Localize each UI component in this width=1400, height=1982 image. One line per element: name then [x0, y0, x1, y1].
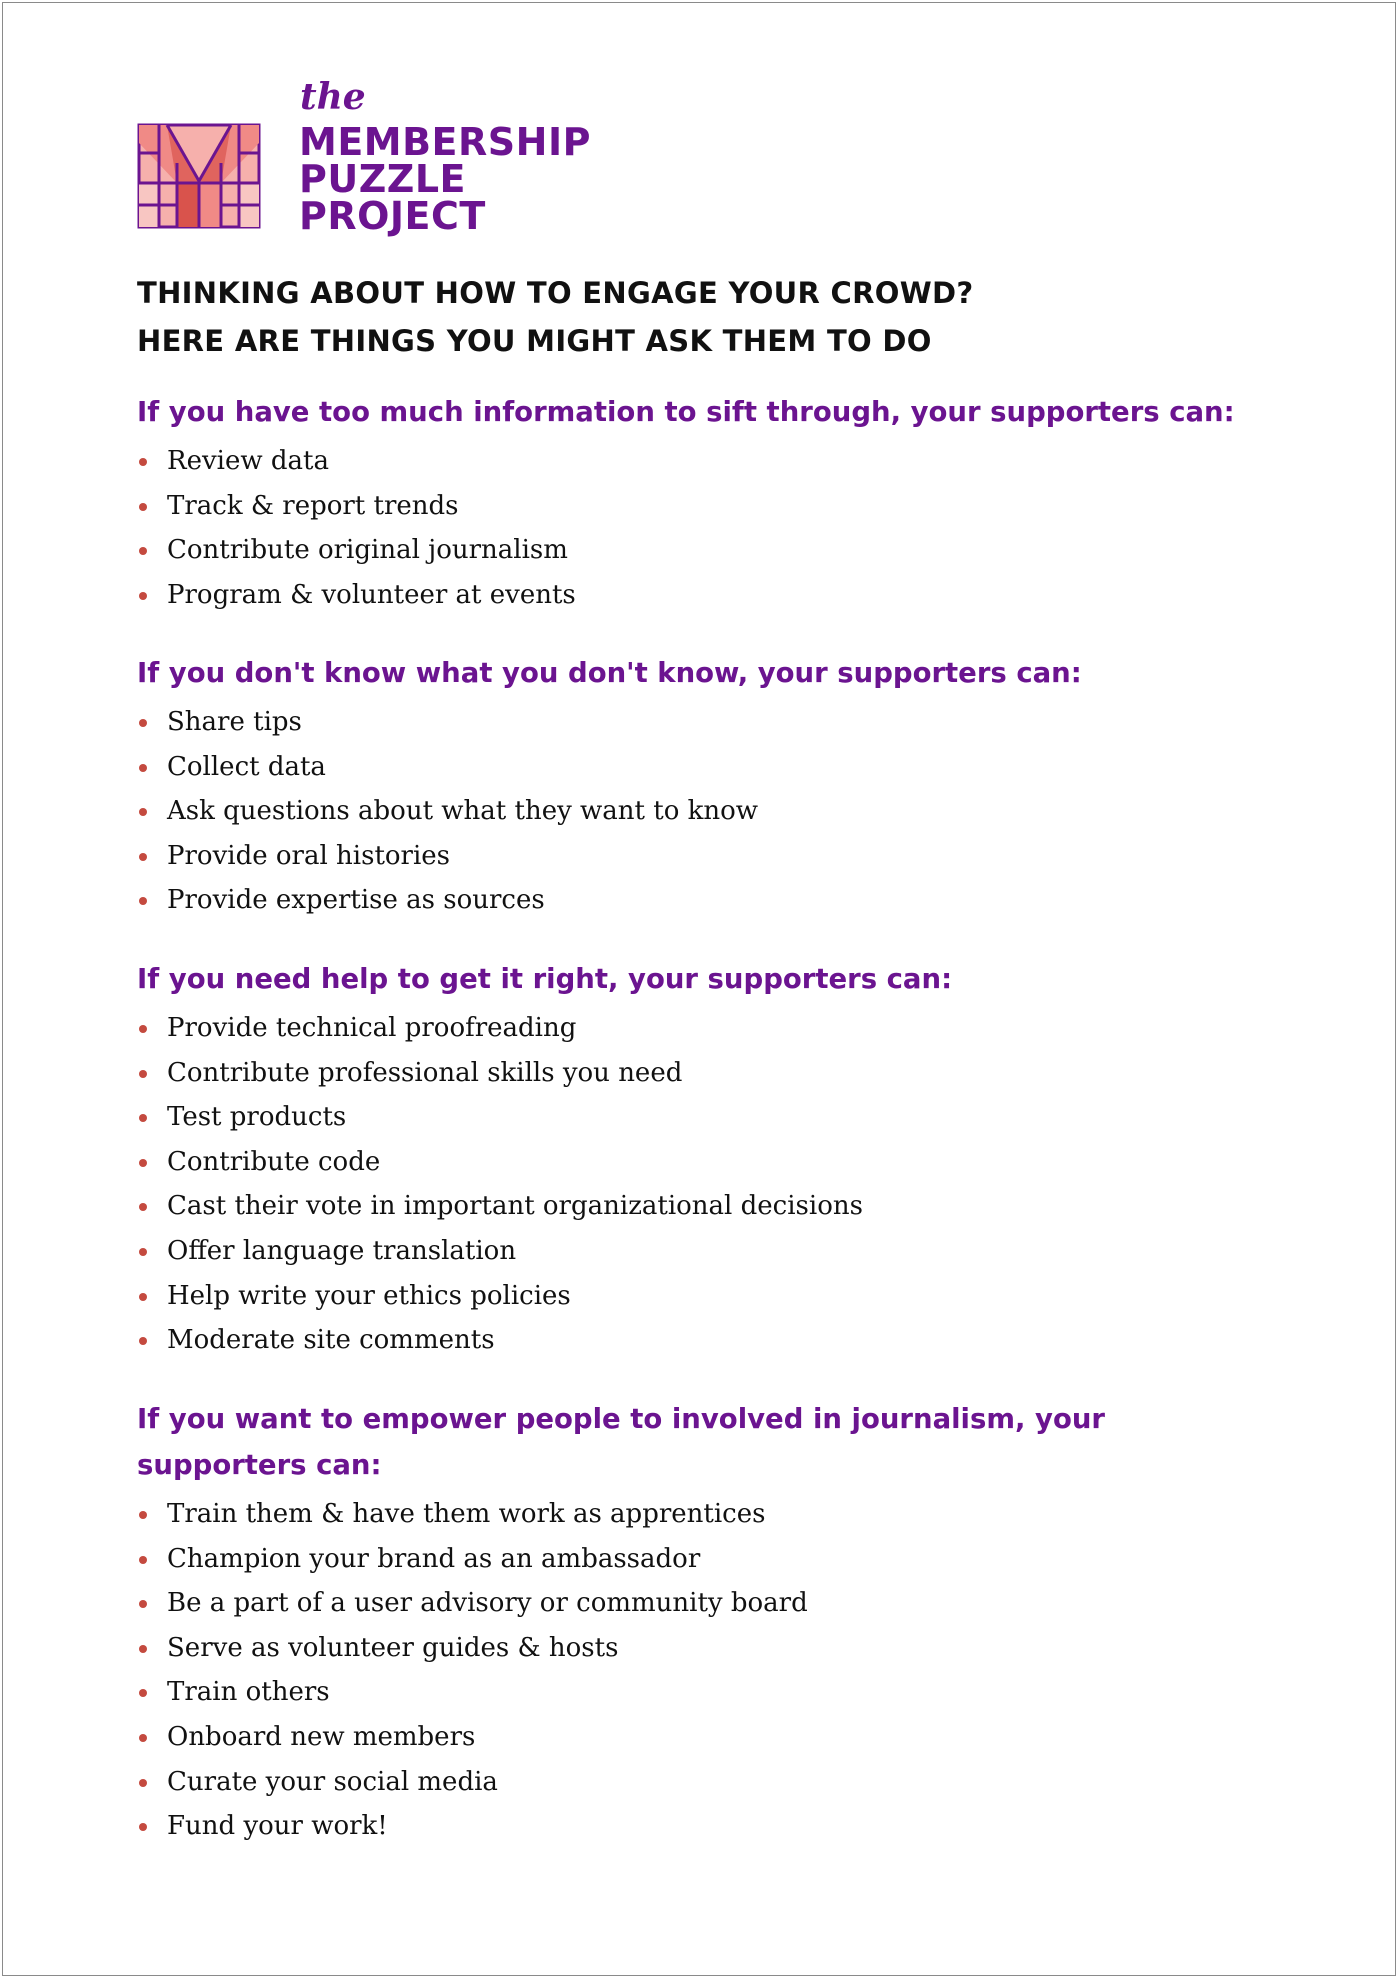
list-item: Be a part of a user advisory or community board — [137, 1581, 1297, 1626]
bullet-icon — [139, 1070, 147, 1078]
bullet-icon — [139, 719, 147, 727]
bullet-icon — [139, 1025, 147, 1033]
bullet-icon — [139, 1779, 147, 1787]
section-title-line-1: If you want to empower people to involved in journalism, your — [137, 1403, 1105, 1435]
list-item: Program & volunteer at events — [137, 573, 1297, 618]
list-item: Curate your social media — [137, 1760, 1297, 1805]
list-item: Contribute original journalism — [137, 528, 1297, 573]
list-item: Offer language translation — [137, 1229, 1297, 1274]
bullet-icon — [139, 1556, 147, 1564]
list-item: Serve as volunteer guides & hosts — [137, 1626, 1297, 1671]
list-item: Champion your brand as an ambassador — [137, 1537, 1297, 1582]
list-item: Provide oral histories — [137, 834, 1297, 879]
document-page — [2, 2, 1396, 1976]
list-item: Provide technical proofreading — [137, 1006, 1297, 1051]
bullet-icon — [139, 1734, 147, 1742]
list-item: Fund your work! — [137, 1804, 1297, 1849]
bullet-icon — [139, 1823, 147, 1831]
list-item: Cast their vote in important organizational decisions — [137, 1184, 1297, 1229]
list-item: Help write your ethics policies — [137, 1274, 1297, 1319]
section-dont-know — [137, 650, 1297, 923]
list-item: Test products — [137, 1095, 1297, 1140]
bullet-icon — [139, 592, 147, 600]
list-item: Contribute code — [137, 1140, 1297, 1185]
page-headline — [137, 269, 1287, 365]
list-item: Moderate site comments — [137, 1318, 1297, 1363]
bullet-icon — [139, 1114, 147, 1122]
logo-the-text: the — [300, 76, 366, 118]
bullet-icon — [139, 1689, 147, 1697]
list-item: Ask questions about what they want to know — [137, 789, 1297, 834]
bullet-icon — [139, 1248, 147, 1256]
bullet-icon — [139, 1645, 147, 1653]
section-title: If you don't know what you don't know, your supporters can: — [137, 657, 1082, 689]
item-list — [137, 1006, 1297, 1363]
section-title-line-2: supporters can: — [137, 1449, 382, 1481]
bullet-icon — [139, 1293, 147, 1301]
section-get-it-right — [137, 956, 1297, 1363]
list-item: Share tips — [137, 700, 1297, 745]
section-empower-people — [137, 1396, 1297, 1849]
section-too-much-information — [137, 389, 1297, 617]
logo-puzzle-text: PUZZLE — [299, 157, 466, 201]
bullet-icon — [139, 764, 147, 772]
list-item: Contribute professional skills you need — [137, 1051, 1297, 1096]
list-item: Provide expertise as sources — [137, 878, 1297, 923]
list-item: Collect data — [137, 745, 1297, 790]
bullet-icon — [139, 1159, 147, 1167]
bullet-icon — [139, 808, 147, 816]
bullet-icon — [139, 897, 147, 905]
logo — [137, 76, 597, 238]
bullet-icon — [139, 1511, 147, 1519]
list-item: Track & report trends — [137, 484, 1297, 529]
headline-line-2: HERE ARE THINGS YOU MIGHT ASK THEM TO DO — [137, 324, 932, 358]
section-title: If you need help to get it right, your supporters can: — [137, 963, 953, 995]
list-item: Onboard new members — [137, 1715, 1297, 1760]
item-list — [137, 1492, 1297, 1849]
bullet-icon — [139, 458, 147, 466]
list-item: Train them & have them work as apprentices — [137, 1492, 1297, 1537]
list-item: Review data — [137, 439, 1297, 484]
logo-project-text: PROJECT — [299, 194, 486, 238]
item-list — [137, 439, 1297, 617]
bullet-icon — [139, 1600, 147, 1608]
item-list — [137, 700, 1297, 923]
bullet-icon — [139, 503, 147, 511]
bullet-icon — [139, 1337, 147, 1345]
section-title — [137, 1396, 1297, 1488]
bullet-icon — [139, 1203, 147, 1211]
bullet-icon — [139, 547, 147, 555]
logo-membership-text: MEMBERSHIP — [299, 120, 591, 164]
section-title: If you have too much information to sift through, your supporters can: — [137, 396, 1235, 428]
m-puzzle-logo-icon — [137, 123, 261, 229]
headline-line-1: THINKING ABOUT HOW TO ENGAGE YOUR CROWD? — [137, 276, 974, 310]
list-item: Train others — [137, 1670, 1297, 1715]
bullet-icon — [139, 853, 147, 861]
